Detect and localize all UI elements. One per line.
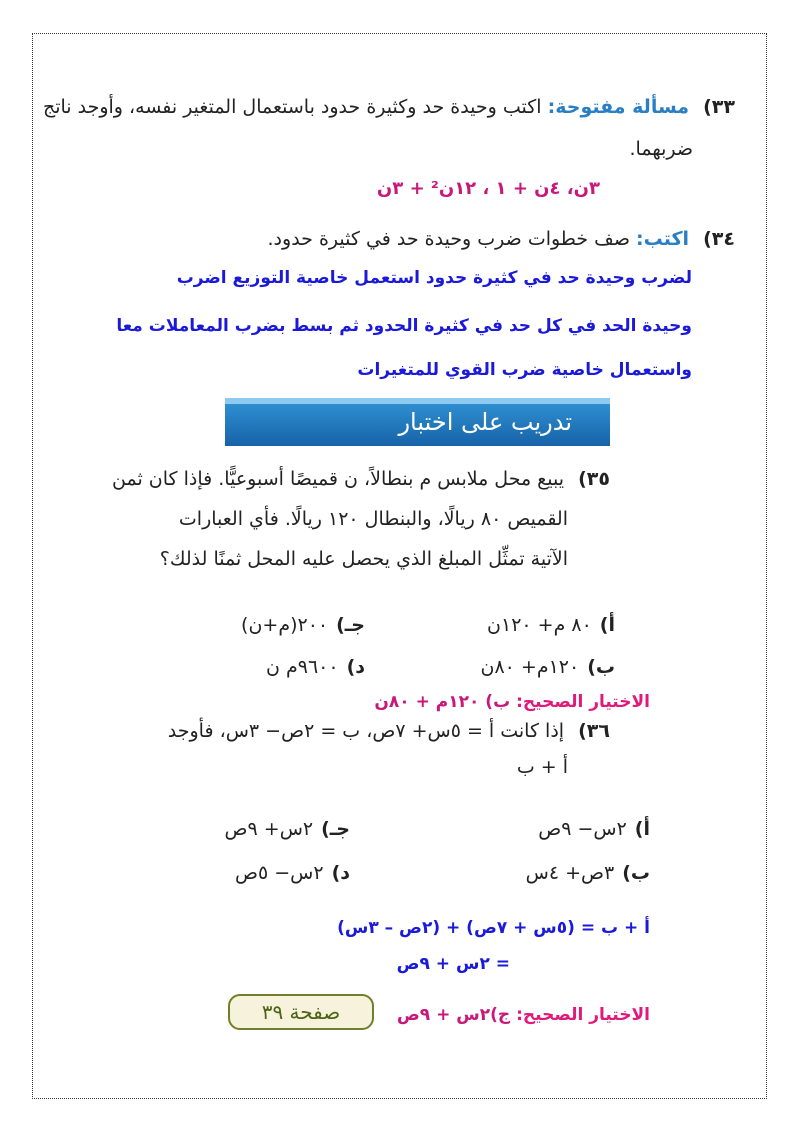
choice-d[interactable] — [266, 656, 365, 678]
answer-value: ب) ١٢٠م + ٨٠ن — [374, 692, 511, 712]
choice-text: ٨٠ م+ ١٢٠ن — [487, 614, 592, 636]
answer-35 — [374, 692, 650, 712]
choice-label: أ) — [634, 818, 650, 840]
answer-33: ٣ن، ٤ن + ١ ، ١٢ن² + ٣ن — [376, 178, 600, 199]
question-number: ٣٤) — [703, 228, 735, 250]
choice-a[interactable] — [487, 614, 615, 636]
choice-c[interactable] — [225, 818, 350, 840]
choice-label: ب) — [587, 656, 615, 678]
question-text: اكتب وحيدة حد وكثيرة حدود باستعمال المتغير نفسه، وأوجد ناتج — [42, 96, 542, 118]
question-number: ٣٥) — [578, 468, 610, 490]
choice-label: أ) — [599, 614, 615, 636]
answer-34-line-1: لضرب وحيدة حد في كثيرة حدود استعمل خاصية التوزيع اضرب — [176, 268, 692, 288]
choice-text: ٣ص+ ٤س — [525, 862, 615, 884]
choice-a[interactable] — [538, 818, 650, 840]
section-banner-title: تدريب على اختبار — [398, 408, 572, 436]
choice-label: ب) — [622, 862, 650, 884]
question-text: يبيع محل ملابس م بنطالاً، ن قميصًا أسبوعيًّا. فإذا كان ثمن — [112, 468, 565, 490]
answer-label: الاختيار الصحيح: — [516, 692, 650, 712]
question-number: ٣٣) — [703, 96, 735, 118]
question-text: الآتية تمثِّل المبلغ الذي يحصل عليه المحل ثمنًا لذلك؟ — [159, 548, 568, 570]
choice-b[interactable] — [480, 656, 615, 678]
answer-value: ج)٢س + ٩ص — [396, 1005, 511, 1025]
question-text: صف خطوات ضرب وحيدة حد في كثيرة حدود. — [267, 228, 630, 250]
work-line-2: = ٢س + ٩ص — [396, 954, 510, 974]
question-keyword: مسألة مفتوحة: — [547, 96, 690, 118]
choice-label: جـ) — [321, 818, 350, 840]
choice-label: جـ) — [336, 614, 365, 636]
choice-text: ٩٦٠٠م ن — [265, 656, 339, 678]
question-number: ٣٦) — [578, 720, 610, 742]
choice-label: د) — [331, 862, 350, 884]
question-text: إذا كانت أ = ٥س+ ٧ص، ب = ٢ص− ٣س، فأوجد — [167, 720, 565, 742]
question-text: ضربهما. — [629, 138, 693, 160]
work-line-1: أ + ب = (٥س + ٧ص) + (٢ص – ٣س) — [337, 918, 650, 938]
answer-label: الاختيار الصحيح: — [516, 1005, 650, 1025]
section-banner — [225, 398, 610, 446]
choice-text: ٢س− ٥ص — [234, 862, 324, 884]
choice-c[interactable] — [241, 614, 365, 636]
question-text: القميص ٨٠ ريالًا، والبنطال ١٢٠ ريالًا. فأي العبارات — [178, 508, 568, 530]
answer-36 — [397, 1005, 650, 1025]
choice-d[interactable] — [235, 862, 350, 884]
choice-text: ٢٠٠(م+ن) — [241, 614, 329, 636]
choice-text: ١٢٠م+ ٨٠ن — [480, 656, 580, 678]
question-text: أ + ب — [516, 756, 568, 778]
question-keyword: اكتب: — [636, 228, 690, 250]
choice-b[interactable] — [526, 862, 650, 884]
choice-text: ٢س+ ٩ص — [224, 818, 314, 840]
answer-34-line-2: وحيدة الحد في كل حد في كثيرة الحدود ثم بسط بضرب المعاملات معا — [116, 316, 692, 336]
page-number-badge: صفحة ٣٩ — [228, 994, 374, 1030]
choice-text: ٢س− ٩ص — [538, 818, 627, 840]
answer-34-line-3: واستعمال خاصية ضرب القوي للمتغيرات — [357, 360, 692, 380]
choice-label: د) — [346, 656, 365, 678]
